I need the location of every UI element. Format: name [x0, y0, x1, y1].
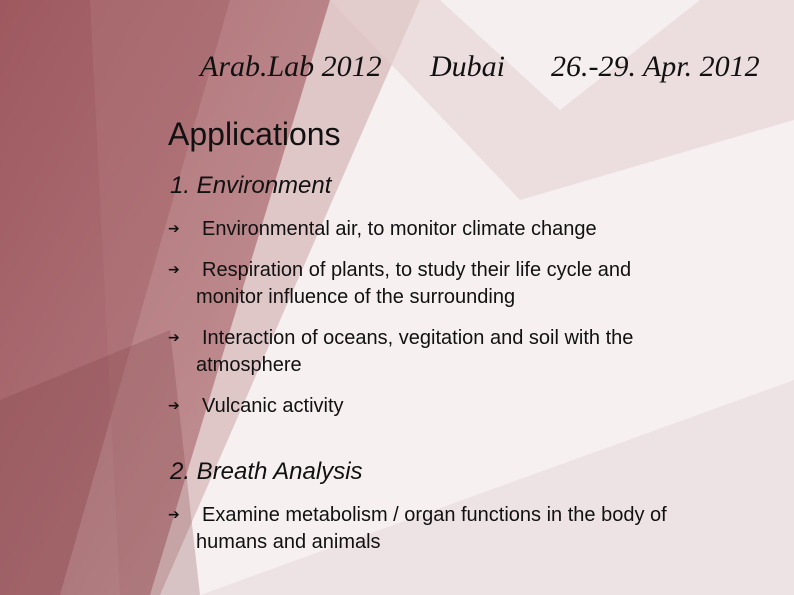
bullet-text: Environmental air, to monitor climate change	[202, 218, 597, 240]
event-name: Arab.Lab 2012	[200, 50, 382, 83]
event-city: Dubai	[430, 50, 505, 83]
bullet-text-continued: humans and animals	[196, 531, 381, 553]
bullet-text: Respiration of plants, to study their life cycle and	[202, 259, 632, 281]
right-arrow-icon: ➔	[168, 221, 180, 237]
right-arrow-icon: ➔	[168, 507, 180, 523]
bullet-text: Examine metabolism / organ functions in the body of	[202, 504, 667, 526]
bullet-text-continued: atmosphere	[196, 354, 302, 376]
bullet-text: Vulcanic activity	[202, 395, 344, 417]
list-item	[168, 502, 768, 556]
slide-title: Applications	[168, 116, 341, 152]
right-arrow-icon: ➔	[168, 330, 180, 346]
right-arrow-icon: ➔	[168, 398, 180, 414]
section-heading-environment: 1. Environment	[170, 172, 332, 199]
bullet-text-continued: monitor influence of the surrounding	[196, 286, 516, 308]
list-item	[168, 393, 768, 420]
list-item	[168, 257, 768, 311]
slide-header	[0, 50, 794, 90]
list-item	[168, 325, 768, 379]
event-dates: 26.-29. Apr. 2012	[551, 50, 760, 83]
section-heading-breath-analysis: 2. Breath Analysis	[170, 458, 363, 485]
list-item	[168, 216, 768, 243]
right-arrow-icon: ➔	[168, 262, 180, 278]
bullet-text: Interaction of oceans, vegitation and soil with the	[202, 327, 634, 349]
